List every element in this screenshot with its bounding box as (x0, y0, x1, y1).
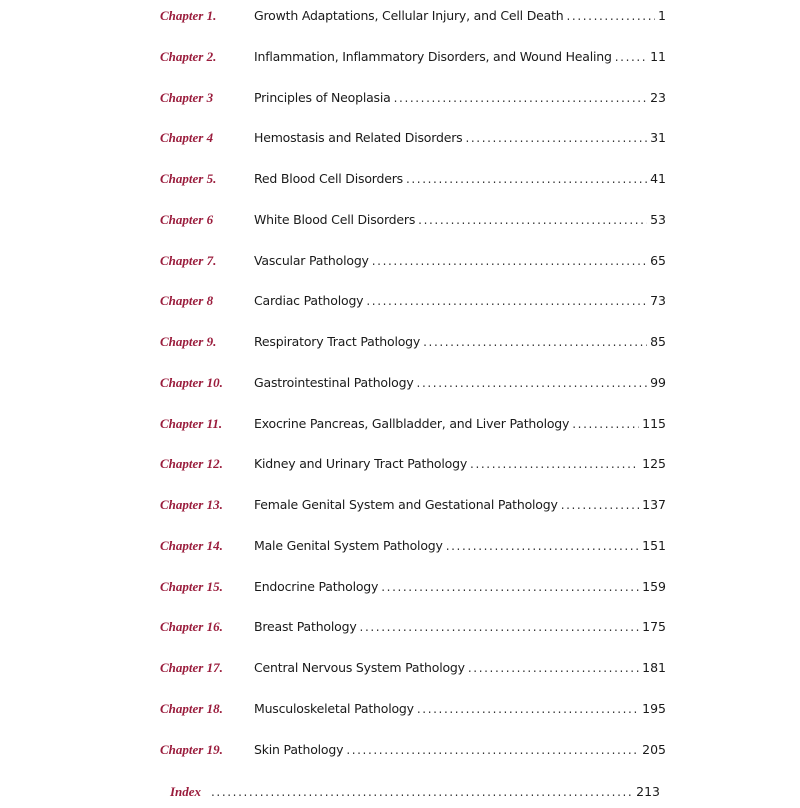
page-number: 115 (642, 416, 666, 431)
dot-leader (567, 9, 656, 23)
page-number: 1 (658, 8, 666, 23)
page-number: 65 (650, 253, 666, 268)
chapter-title: Central Nervous System Pathology (254, 660, 465, 675)
page-number: 31 (650, 130, 666, 145)
chapter-title: Male Genital System Pathology (254, 538, 443, 553)
page-number: 205 (642, 742, 666, 757)
chapter-label: Chapter 15. (160, 579, 223, 594)
page-number: 99 (650, 375, 666, 390)
toc-entry-chapter-18[interactable] (160, 701, 666, 725)
dot-leader (572, 417, 639, 431)
chapter-label: Chapter 9. (160, 334, 217, 349)
page-number: 41 (650, 171, 666, 186)
dot-leader (470, 457, 639, 471)
index-label: Index (170, 784, 202, 799)
chapter-label: Chapter 8 (160, 293, 214, 308)
toc-entry-chapter-10[interactable] (160, 375, 666, 399)
dot-leader (561, 498, 639, 512)
toc-entry-chapter-11[interactable] (160, 416, 666, 440)
dot-leader (417, 702, 639, 716)
toc-entry-chapter-12[interactable] (160, 456, 666, 480)
page-number: 125 (642, 456, 666, 471)
toc-entry-chapter-17[interactable] (160, 660, 666, 684)
chapter-label: Chapter 10. (160, 375, 223, 390)
chapter-title: White Blood Cell Disorders (254, 212, 416, 227)
dot-leader (418, 213, 647, 227)
page-number: 213 (636, 784, 660, 799)
chapter-title: Skin Pathology (254, 742, 344, 757)
chapter-title: Growth Adaptations, Cellular Injury, and Cell Death (254, 8, 564, 23)
chapter-title: Exocrine Pancreas, Gallbladder, and Liver Pathology (254, 416, 570, 431)
chapter-label: Chapter 16. (160, 619, 223, 634)
toc-entry-chapter-14[interactable] (160, 538, 666, 562)
toc-entry-chapter-4[interactable] (160, 130, 666, 154)
chapter-label: Chapter 6 (160, 212, 214, 227)
dot-leader (381, 580, 639, 594)
dot-leader (211, 785, 633, 799)
chapter-title: Respiratory Tract Pathology (254, 334, 421, 349)
chapter-label: Chapter 14. (160, 538, 223, 553)
toc-entry-chapter-3[interactable] (160, 90, 666, 114)
chapter-label: Chapter 13. (160, 497, 223, 512)
chapter-label: Chapter 1. (160, 8, 217, 23)
page-number: 23 (650, 90, 666, 105)
chapter-title: Hemostasis and Related Disorders (254, 130, 463, 145)
dot-leader (372, 254, 647, 268)
dot-leader (615, 50, 647, 64)
chapter-title: Principles of Neoplasia (254, 90, 391, 105)
toc-entry-chapter-13[interactable] (160, 497, 666, 521)
page-number: 11 (650, 49, 666, 64)
dot-leader (394, 91, 647, 105)
dot-leader (360, 620, 640, 634)
toc-entry-chapter-1[interactable] (160, 8, 666, 32)
page-number: 159 (642, 579, 666, 594)
page-number: 175 (642, 619, 666, 634)
toc-entry-chapter-16[interactable] (160, 619, 666, 643)
chapter-title: Musculoskeletal Pathology (254, 701, 414, 716)
chapter-label: Chapter 3 (160, 90, 214, 105)
toc-entry-chapter-6[interactable] (160, 212, 666, 236)
chapter-title: Gastrointestinal Pathology (254, 375, 414, 390)
page-number: 195 (642, 701, 666, 716)
chapter-title: Vascular Pathology (254, 253, 369, 268)
page-number: 151 (642, 538, 666, 553)
chapter-label: Chapter 5. (160, 171, 217, 186)
toc-entry-index[interactable] (170, 784, 660, 808)
dot-leader (366, 294, 647, 308)
chapter-title: Inflammation, Inflammatory Disorders, and Wound Healing (254, 49, 612, 64)
toc-entry-chapter-5[interactable] (160, 171, 666, 195)
dot-leader (468, 661, 639, 675)
dot-leader (346, 743, 639, 757)
chapter-label: Chapter 19. (160, 742, 223, 757)
toc-entry-chapter-7[interactable] (160, 253, 666, 277)
dot-leader (417, 376, 648, 390)
chapter-label: Chapter 17. (160, 660, 223, 675)
chapter-title: Kidney and Urinary Tract Pathology (254, 456, 468, 471)
page-number: 181 (642, 660, 666, 675)
chapter-title: Endocrine Pathology (254, 579, 379, 594)
chapter-title: Red Blood Cell Disorders (254, 171, 403, 186)
page-number: 53 (650, 212, 666, 227)
chapter-title: Breast Pathology (254, 619, 357, 634)
dot-leader (423, 335, 647, 349)
toc-entry-chapter-19[interactable] (160, 742, 666, 766)
page-number: 85 (650, 334, 666, 349)
chapter-label: Chapter 7. (160, 253, 217, 268)
toc-entry-chapter-2[interactable] (160, 49, 666, 73)
toc-entry-chapter-8[interactable] (160, 293, 666, 317)
toc-entry-chapter-15[interactable] (160, 579, 666, 603)
chapter-label: Chapter 12. (160, 456, 223, 471)
chapter-label: Chapter 11. (160, 416, 223, 431)
dot-leader (446, 539, 639, 553)
chapter-title: Cardiac Pathology (254, 293, 364, 308)
toc-entry-chapter-9[interactable] (160, 334, 666, 358)
chapter-label: Chapter 2. (160, 49, 217, 64)
dot-leader (465, 131, 647, 145)
chapter-label: Chapter 4 (160, 130, 214, 145)
dot-leader (406, 172, 647, 186)
chapter-title: Female Genital System and Gestational Pathology (254, 497, 558, 512)
chapter-label: Chapter 18. (160, 701, 223, 716)
page-number: 137 (642, 497, 666, 512)
page-number: 73 (650, 293, 666, 308)
